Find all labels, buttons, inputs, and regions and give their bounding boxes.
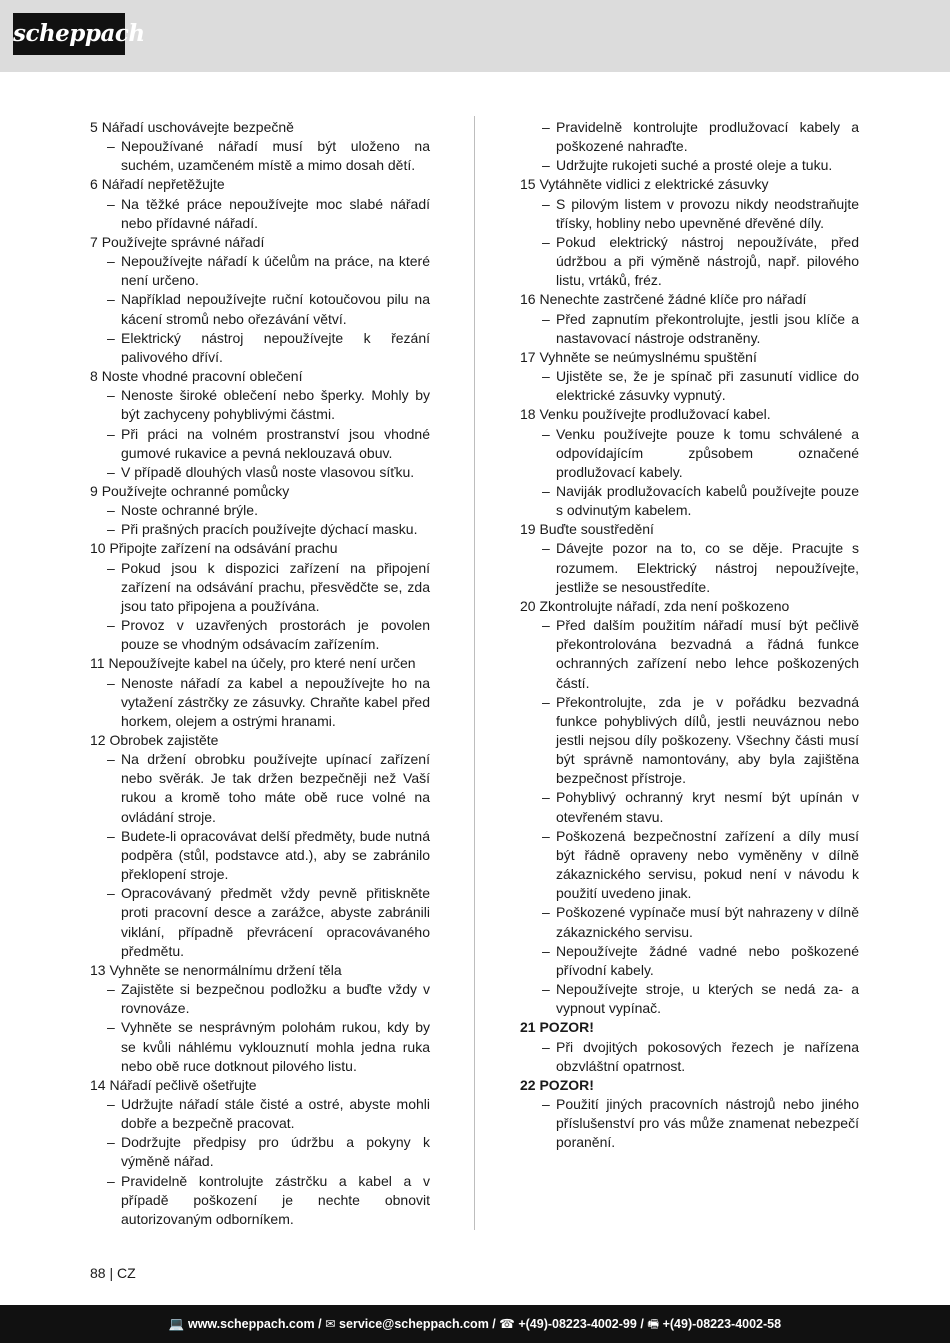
section-title: Vyhněte se nenormálnímu držení těla bbox=[109, 961, 342, 978]
dash-marker: – bbox=[542, 540, 550, 557]
list-item-text: Nenoste nářadí za kabel a nepoužívejte ho na vytažení zástrčky ze zásuvky. Chraňte kabel před horkem, olejem a ostrými hranami. bbox=[121, 674, 430, 729]
list-item-text: Ujistěte se, že je spínač při zasunutí vidlice do elektrické zásuvky vypnutý. bbox=[556, 368, 859, 404]
page-separator: | bbox=[109, 1265, 114, 1281]
list-item bbox=[90, 616, 430, 654]
dash-marker: – bbox=[107, 521, 115, 538]
phone-icon: ☎ bbox=[499, 1317, 515, 1331]
section-title: Používejte ochranné pomůcky bbox=[101, 482, 290, 499]
dash-marker: – bbox=[542, 157, 550, 174]
list-item bbox=[520, 482, 859, 520]
dash-marker: – bbox=[542, 425, 550, 442]
section-heading bbox=[90, 1076, 430, 1095]
list-item bbox=[520, 942, 859, 980]
dash-marker: – bbox=[107, 981, 115, 998]
section-heading bbox=[90, 961, 430, 980]
dash-marker: – bbox=[542, 981, 550, 998]
list-item-text: Použití jiných pracovních nástrojů nebo jiného příslušenství pro vás může znamenat nebezpečí poranění. bbox=[556, 1095, 859, 1151]
section-number: 22 bbox=[520, 1076, 536, 1093]
section-heading bbox=[90, 731, 430, 750]
list-item-text: Pohyblivý ochranný kryt nesmí být upínán v otevřeném stavu. bbox=[556, 789, 859, 825]
section-heading bbox=[90, 482, 430, 501]
section-heading bbox=[90, 539, 430, 558]
list-item bbox=[520, 233, 859, 290]
section-heading bbox=[520, 1076, 859, 1095]
website-link[interactable]: www.scheppach.com bbox=[187, 1317, 315, 1331]
list-item-text: Poškozené vypínače musí být nahrazeny v dílně zákaznického servisu. bbox=[556, 904, 859, 940]
list-item-text: Pravidelně kontrolujte zástrčku a kabel a v případě poškození je nechte obnovit autorizovaným odborníkem. bbox=[121, 1172, 430, 1227]
section-number: 10 bbox=[90, 540, 106, 557]
section-title: Obrobek zajistěte bbox=[109, 732, 219, 748]
dash-marker: – bbox=[542, 368, 550, 385]
computer-icon: 💻 bbox=[168, 1317, 185, 1331]
page-number-value: 88 bbox=[90, 1265, 106, 1281]
dash-marker: – bbox=[542, 827, 550, 844]
contact-separator: / bbox=[640, 1317, 644, 1331]
dash-marker: – bbox=[542, 1038, 550, 1055]
dash-marker: – bbox=[542, 789, 550, 806]
list-item-text: Nepoužívejte žádné vadné nebo poškozené přívodní kabely. bbox=[556, 942, 859, 978]
contact-separator: / bbox=[492, 1317, 496, 1331]
list-item bbox=[90, 290, 430, 328]
dash-marker: – bbox=[107, 463, 115, 480]
section-number: 8 bbox=[90, 368, 98, 385]
section-title: Nářadí nepřetěžujte bbox=[101, 176, 225, 193]
list-item-text: Překontrolujte, zda je v pořádku bezvadná funkce pohyblivých dílů, jestli neuváznou nebo jestli nejsou díly poškozeny. Všechny části musí být správně namontovány, aby byla zajištěna bezpečnost přístroje. bbox=[556, 693, 859, 787]
section-title: Buďte soustředění bbox=[539, 521, 654, 538]
section-number: 9 bbox=[90, 482, 98, 499]
list-item-text: Noste ochranné brýle. bbox=[121, 502, 258, 519]
dash-marker: – bbox=[107, 1134, 115, 1151]
list-item bbox=[520, 367, 859, 405]
list-item-text: Při práci na volném prostranství jsou vhodné gumové rukavice a pevná neklouzavá obuv. bbox=[121, 425, 430, 461]
list-item bbox=[90, 980, 430, 1018]
list-item bbox=[520, 118, 859, 156]
section-title: Venku používejte prodlužovací kabel. bbox=[539, 406, 771, 423]
section-heading bbox=[90, 175, 430, 194]
list-item bbox=[520, 827, 859, 904]
list-item-text: Na těžké práce nepoužívejte moc slabé nářadí nebo přídavné nářadí. bbox=[121, 195, 430, 231]
list-item-text: Opracovávaný předmět vždy pevně přitiskněte proti pracovní desce a zarážce, abyste zabránili viklání, případně převrácení opracovávaného předmětu. bbox=[121, 885, 430, 959]
section-title: Připojte zařízení na odsávání prachu bbox=[109, 540, 338, 557]
dash-marker: – bbox=[107, 329, 115, 346]
dash-marker: – bbox=[542, 195, 550, 212]
right-column bbox=[520, 118, 859, 1152]
list-item-text: Nepoužívejte nářadí k účelům na práce, na které není určeno. bbox=[121, 253, 430, 289]
section-title: Nepoužívejte kabel na účely, pro které není určen bbox=[108, 655, 416, 672]
dash-marker: – bbox=[107, 502, 115, 519]
section-number: 18 bbox=[520, 406, 536, 423]
list-item bbox=[90, 463, 430, 482]
section-number: 21 bbox=[520, 1019, 536, 1036]
left-column bbox=[90, 118, 430, 1229]
list-item-text: Elektrický nástroj nepoužívejte k řezání palivového dříví. bbox=[121, 329, 430, 365]
list-item-text: Provoz v uzavřených prostorách je povolen pouze se vhodným odsávacím zařízením. bbox=[121, 617, 430, 653]
list-item bbox=[90, 252, 430, 290]
list-item-text: Poškozená bezpečnostní zařízení a díly musí být řádně opraveny nebo vyměněny v dílně zákaznického servisu, pokud není v návodu k použití uvedeno jinak. bbox=[556, 827, 859, 902]
section-title: Zkontrolujte nářadí, zda není poškozeno bbox=[539, 597, 790, 614]
section-number: 12 bbox=[90, 732, 106, 748]
section-title: POZOR! bbox=[539, 1019, 594, 1036]
list-item bbox=[90, 827, 430, 884]
list-item-text: Například nepoužívejte ruční kotoučovou pilu na kácení stromů nebo ořezávání větví. bbox=[121, 291, 430, 327]
list-item-text: Před zapnutím překontrolujte, jestli jsou klíče a nastavovací nástroje odstraněny. bbox=[556, 310, 859, 346]
section-heading bbox=[520, 1018, 859, 1037]
list-item bbox=[520, 1095, 859, 1152]
section-heading bbox=[520, 348, 859, 367]
section-title: Noste vhodné pracovní oblečení bbox=[101, 368, 303, 385]
section-heading bbox=[520, 597, 859, 616]
list-item-text: Nenoste široké oblečení nebo šperky. Mohly by být zachyceny pohyblivými částmi. bbox=[121, 387, 430, 423]
email-link[interactable]: service@scheppach.com bbox=[339, 1317, 489, 1331]
dash-marker: – bbox=[107, 827, 115, 844]
list-item bbox=[520, 310, 859, 348]
column-divider bbox=[474, 116, 475, 1230]
section-heading bbox=[90, 118, 430, 137]
list-item-text: Při dvojitých pokosových řezech je nařízena obzvláštní opatrnost. bbox=[556, 1038, 859, 1074]
section-number: 5 bbox=[90, 119, 98, 135]
list-item-text: Udržujte nářadí stále čisté a ostré, abyste mohli dobře a bezpečně pracovat. bbox=[121, 1095, 430, 1132]
dash-marker: – bbox=[107, 674, 115, 691]
list-item-text: Pravidelně kontrolujte prodlužovací kabely a poškozené nahraďte. bbox=[556, 119, 859, 155]
language-code: CZ bbox=[117, 1265, 136, 1281]
list-item bbox=[520, 425, 859, 482]
list-item bbox=[90, 884, 430, 961]
list-item bbox=[90, 1018, 430, 1075]
fax-icon: 🖷 bbox=[647, 1317, 660, 1331]
list-item-text: Dodržujte předpisy pro údržbu a pokyny k výměně nářad. bbox=[121, 1134, 430, 1170]
list-item bbox=[520, 195, 859, 233]
list-item-text: Vyhněte se nesprávným polohám rukou, kdy by se kvůli náhlému vyklouznutí mohla jedna ruka nebo obě ruce dotknout pilového listu. bbox=[121, 1019, 430, 1074]
dash-marker: – bbox=[542, 233, 550, 250]
list-item bbox=[90, 329, 430, 367]
section-title: POZOR! bbox=[539, 1076, 594, 1093]
dash-marker: – bbox=[542, 1095, 550, 1112]
dash-marker: – bbox=[542, 310, 550, 327]
list-item bbox=[520, 616, 859, 693]
section-number: 11 bbox=[90, 655, 105, 672]
section-title: Používejte správné nářadí bbox=[101, 233, 265, 250]
list-item bbox=[90, 195, 430, 233]
contact-bar bbox=[0, 1305, 950, 1343]
list-item bbox=[520, 788, 859, 826]
dash-marker: – bbox=[107, 1095, 115, 1112]
section-number: 20 bbox=[520, 597, 536, 614]
list-item bbox=[90, 520, 430, 539]
list-item-text: Při prašných pracích používejte dýchací masku. bbox=[121, 521, 418, 538]
fax-number: +(49)-08223-4002-58 bbox=[662, 1317, 782, 1331]
list-item-text: Pokud elektrický nástroj nepoužíváte, před údržbou a při výměně nástrojů, např. pilového listu, vrtáků, fréz. bbox=[556, 233, 859, 289]
list-item bbox=[520, 156, 859, 175]
section-title: Nářadí uschovávejte bezpečně bbox=[101, 119, 294, 135]
dash-marker: – bbox=[107, 195, 115, 212]
section-heading bbox=[520, 175, 859, 194]
list-item-text: S pilovým listem v provozu nikdy neodstraňujte třísky, hobliny nebo upevněné dřevěné díly. bbox=[556, 195, 859, 231]
section-number: 17 bbox=[520, 348, 536, 365]
section-number: 15 bbox=[520, 176, 536, 193]
list-item-text: Nepoužívejte stroje, u kterých se nedá za- a vypnout vypínač. bbox=[556, 981, 859, 1017]
section-number: 6 bbox=[90, 176, 98, 193]
list-item bbox=[520, 693, 859, 789]
list-item bbox=[520, 903, 859, 941]
page-number bbox=[90, 1265, 136, 1281]
email-icon: ✉ bbox=[325, 1317, 336, 1331]
section-title: Vytáhněte vidlici z elektrické zásuvky bbox=[539, 176, 769, 193]
list-item bbox=[90, 1133, 430, 1171]
list-item-text: Udržujte rukojeti suché a prosté oleje a tuku. bbox=[556, 157, 833, 174]
list-item bbox=[90, 750, 430, 827]
dash-marker: – bbox=[542, 482, 550, 499]
section-heading bbox=[90, 233, 430, 252]
dash-marker: – bbox=[107, 253, 115, 270]
list-item bbox=[520, 539, 859, 596]
list-item-text: Nepoužívané nářadí musí být uloženo na suchém, uzamčeném místě a mimo dosah dětí. bbox=[121, 138, 430, 174]
list-item-text: Zajistěte si bezpečnou podložku a buďte vždy v rovnováze. bbox=[121, 981, 430, 1017]
phone-number[interactable]: +(49)-08223-4002-99 bbox=[518, 1317, 637, 1331]
section-heading bbox=[90, 654, 430, 673]
list-item-text: Pokud jsou k dispozici zařízení na připojení zařízení na odsávání prachu, přesvědčte se, zda jsou tato připojena a používána. bbox=[121, 559, 430, 614]
section-heading bbox=[90, 367, 430, 386]
list-item-text: Naviják prodlužovacích kabelů používejte pouze s odvinutým kabelem. bbox=[556, 482, 859, 519]
dash-marker: – bbox=[107, 387, 115, 404]
list-item-text: Před dalším použitím nářadí musí být pečlivě překontrolována bezvadná a řádná funkce ochranných zařízení nebo lehce poškozených částí. bbox=[556, 617, 859, 691]
section-number: 14 bbox=[90, 1076, 106, 1093]
list-item bbox=[90, 501, 430, 520]
list-item bbox=[90, 559, 430, 616]
list-item bbox=[90, 674, 430, 731]
list-item bbox=[520, 980, 859, 1018]
dash-marker: – bbox=[107, 885, 115, 902]
list-item bbox=[90, 137, 430, 175]
dash-marker: – bbox=[542, 904, 550, 921]
dash-marker: – bbox=[107, 291, 115, 308]
dash-marker: – bbox=[107, 559, 115, 576]
dash-marker: – bbox=[542, 693, 550, 710]
section-title: Vyhněte se neúmyslnému spuštění bbox=[539, 348, 757, 365]
list-item-text: Dávejte pozor na to, co se děje. Pracujte s rozumem. Elektrický nástroj nepoužívejte, jestliže se nesoustředíte. bbox=[556, 540, 859, 595]
list-item-text: Venku používejte pouze k tomu schválené a odpovídajícím způsobem označené prodlužovací kabely. bbox=[556, 425, 859, 480]
section-number: 19 bbox=[520, 521, 536, 538]
list-item bbox=[90, 1172, 430, 1229]
section-heading bbox=[520, 520, 859, 539]
list-item-text: Budete-li opracovávat delší předměty, bude nutná podpěra (stůl, podstavce atd.), aby se zabránilo překlopení stroje. bbox=[121, 827, 430, 883]
list-item bbox=[90, 1095, 430, 1133]
section-number: 13 bbox=[90, 961, 106, 978]
list-item bbox=[520, 1038, 859, 1076]
section-number: 7 bbox=[90, 233, 98, 250]
section-heading bbox=[520, 290, 859, 309]
contact-separator: / bbox=[318, 1317, 322, 1331]
dash-marker: – bbox=[542, 942, 550, 959]
list-item-text: V případě dlouhých vlasů noste vlasovou síťku. bbox=[121, 463, 415, 480]
section-title: Nářadí pečlivě ošetřujte bbox=[109, 1076, 257, 1093]
header-bar bbox=[0, 0, 950, 72]
dash-marker: – bbox=[107, 617, 115, 634]
dash-marker: – bbox=[107, 425, 115, 442]
dash-marker: – bbox=[107, 1172, 115, 1189]
list-item bbox=[90, 425, 430, 463]
scheppach-logo: scheppach bbox=[13, 13, 125, 55]
dash-marker: – bbox=[107, 138, 115, 155]
section-number: 16 bbox=[520, 291, 536, 308]
list-item bbox=[90, 386, 430, 424]
dash-marker: – bbox=[542, 617, 550, 634]
section-heading bbox=[520, 405, 859, 424]
section-title: Nenechte zastrčené žádné klíče pro nářadí bbox=[539, 291, 807, 308]
dash-marker: – bbox=[542, 119, 550, 135]
list-item-text: Na držení obrobku používejte upínací zařízení nebo svěrák. Je tak držen bezpečněji než Vaší rukou a kromě toho máte obě ruce volné na ovládání stroje. bbox=[121, 751, 430, 825]
dash-marker: – bbox=[107, 751, 115, 768]
dash-marker: – bbox=[107, 1019, 115, 1036]
